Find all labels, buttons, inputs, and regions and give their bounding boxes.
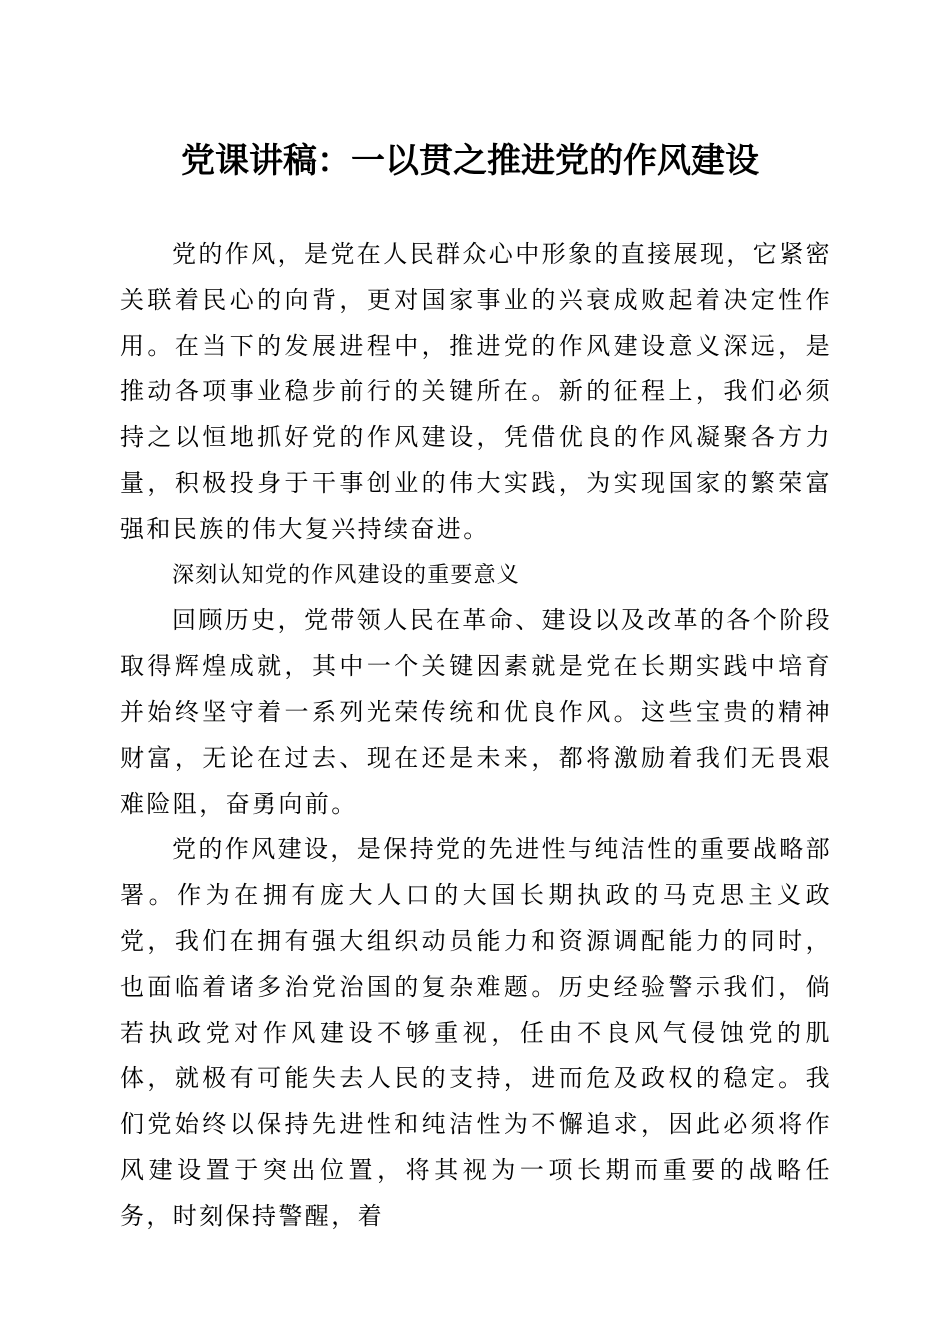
section-heading: 深刻认知党的作风建设的重要意义 bbox=[172, 562, 521, 588]
paragraph-history: 回顾历史，党带领人民在革命、建设以及改革的各个阶段取得辉煌成就，其中一个关键因素就是党在长期实践中培育并始终坚守着一系列光荣传统和优良作风。这些宝贵的精神财富，无论在过去、现在还是未来，都将激励着我们无畏艰难险阻，奋勇向前。 bbox=[120, 606, 832, 818]
document-body bbox=[120, 232, 832, 1240]
document-title: 党课讲稿：一以贯之推进党的作风建设 bbox=[181, 141, 759, 181]
paragraph-intro: 党的作风，是党在人民群众心中形象的直接展现，它紧密关联着民心的向背，更对国家事业的兴衰成败起着决定性作用。在当下的发展进程中，推进党的作风建设意义深远，是推动各项事业稳步前行的关键所在。新的征程上，我们必须持之以恒地抓好党的作风建设，凭借优良的作风凝聚各方力量，积极投身于干事创业的伟大实践，为实现国家的繁荣富强和民族的伟大复兴持续奋进。 bbox=[120, 240, 832, 543]
paragraph-strategy: 党的作风建设，是保持党的先进性与纯洁性的重要战略部署。作为在拥有庞大人口的大国长期执政的马克思主义政党，我们在拥有强大组织动员能力和资源调配能力的同时，也面临着诸多治党治国的复杂难题。历史经验警示我们，倘若执政党对作风建设不够重视，任由不良风气侵蚀党的肌体，就极有可能失去人民的支持，进而危及政权的稳定。我们党始终以保持先进性和纯洁性为不懈追求，因此必须将作风建设置于突出位置，将其视为一项长期而重要的战略任务，时刻保持警醒，着 bbox=[120, 835, 832, 1230]
